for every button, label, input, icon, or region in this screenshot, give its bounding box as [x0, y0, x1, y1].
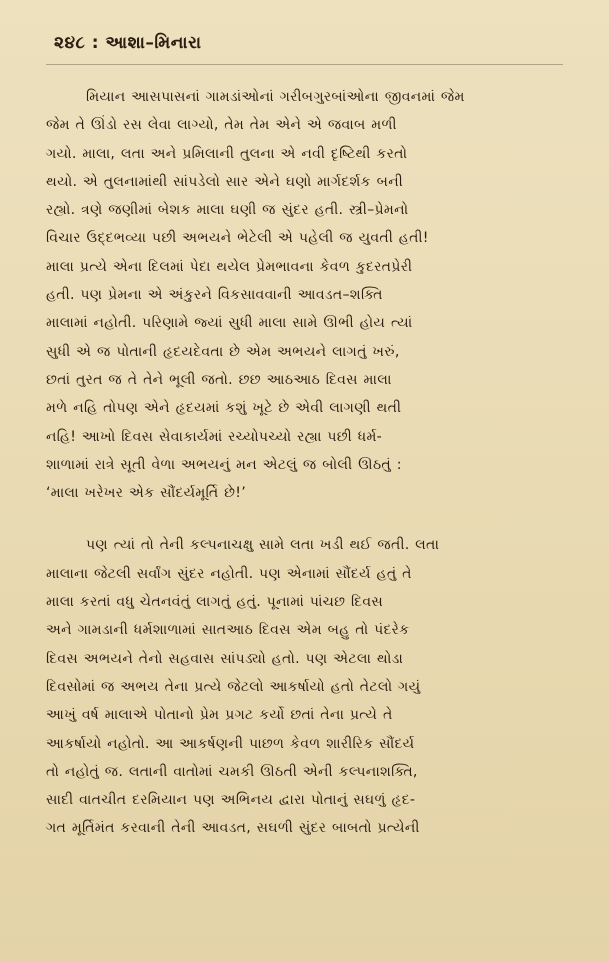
- text-line: સાદી વાતચીત દરમિયાન પણ અભિનય દ્વારા પોતાનું સઘળું હૃદ-: [46, 792, 416, 809]
- text-line: થયો. એ તુલનામાંથી સાંપડેલો સાર એને ઘણો માર્ગદર્શક બની: [46, 173, 404, 190]
- text-line: વિચાર ઉદ્દભવ્યા પછી અભયને ભેટેલી એ પહેલી જ યુવતી હતી!: [46, 230, 429, 247]
- text-line: પણ ત્યાં તો તેની કલ્પનાચક્ષુ સામે લતા ખડી થઈ જતી. લતા: [86, 537, 440, 554]
- text-line: આખું વર્ષ માલાએ પોતાનો પ્રેમ પ્રગટ કર્યો છતાં તેના પ્રત્યે તે: [46, 707, 393, 724]
- text-line: આકર્ષાયો નહોતો. આ આકર્ષણની પાછળ કેવળ શારીરિક સૌંદર્ય: [46, 735, 415, 752]
- text-line: શાળામાં રાત્રે સૂતી વેળા અભયનું મન એટલું જ બોલી ઊઠતું :: [46, 456, 402, 473]
- text-line: સુધી એ જ પોતાની હૃદયદેવતા છે એમ અભયને લાગતું ખરું,: [46, 343, 400, 360]
- paragraph-gap: [46, 507, 563, 531]
- text-line: જેમ તે ઊંડો રસ લેવા લાગ્યો, તેમ તેમ એને એ જવાબ મળી: [46, 117, 397, 134]
- text-line: છતાં તુરત જ તે તેને ભૂલી જતો. છછ આઠઆઠ દિવસ માલા: [46, 371, 392, 388]
- text-line: માલાના જેટલી સર્વાંગ સુંદર નહોતી. પણ એનામાં સૌંદર્ય હતું તે: [46, 565, 412, 582]
- text-line: ગત મૂર્તિમંત કરવાની તેની આવડત, સઘળી સુંદર બાબતો પ્રત્યેની: [46, 820, 420, 837]
- text-line: અને ગામડાની ધર્મશાળામાં સાતઆઠ દિવસ એમ બહુ તો પંદરેક: [46, 622, 410, 639]
- text-line: ‘માલા ખરેખર એક સૌંદર્યમૂર્તિ છે!’: [46, 485, 246, 502]
- text-line: ગયો. માલા, લતા અને પ્રમિલાની તુલના એ નવી દૃષ્ટિથી કરતો: [46, 145, 408, 162]
- text-line: મળે નહિ તોપણ એને હૃદયમાં કશું ખૂટે છે એવી લાગણી થતી: [46, 400, 402, 417]
- running-head: ૨૪૮ : આશા–મિનારા: [54, 33, 202, 53]
- text-line: હતી. પણ પ્રેમના એ અંકુરને વિકસાવવાની આવડત–શક્તિ: [46, 287, 383, 304]
- header-divider: [46, 64, 563, 65]
- text-line: માલા પ્રત્યે એના દિલમાં પેદા થયેલ પ્રેમભાવના કેવળ કુદરતપ્રેરી: [46, 258, 413, 275]
- text-line: માલા કરતાં વધુ ચેતનવંતું લાગતું હતું. પૂનામાં પાંચછ દિવસ: [46, 594, 384, 611]
- paragraph-1: [46, 83, 563, 507]
- text-line: મિયાન આસપાસનાં ગામડાંઓનાં ગરીબગુરબાંઓના જીવનમાં જેમ: [86, 89, 465, 105]
- text-line: માલામાં નહોતી. પરિણામે જ્યાં સુધી માલા સામે ઊભી હોય ત્યાં: [46, 315, 413, 332]
- text-line: દિવસોમાં જ અભય તેના પ્રત્યે જેટલો આકર્ષાયો હતો તેટલો ગયું: [46, 678, 421, 695]
- text-line: નહિ! આખો દિવસ સેવાકાર્યમાં રચ્યોપચ્યો રહ્યા પછી ધર્મ-: [46, 428, 382, 445]
- text-line: રહ્યો. ત્રણે જણીમાં બેશક માલા ઘણી જ સુંદર હતી. સ્ત્રી–પ્રેમનો: [46, 202, 409, 219]
- text-line: તો નહોતું જ. લતાની વાતોમાં ચમકી ઊઠતી એની કલ્પનાશક્તિ,: [46, 763, 418, 780]
- paragraph-2: [46, 531, 563, 842]
- text-line: દિવસ અભયને તેનો સહવાસ સાંપડ્યો હતો. પણ એટલા થોડા: [46, 650, 404, 667]
